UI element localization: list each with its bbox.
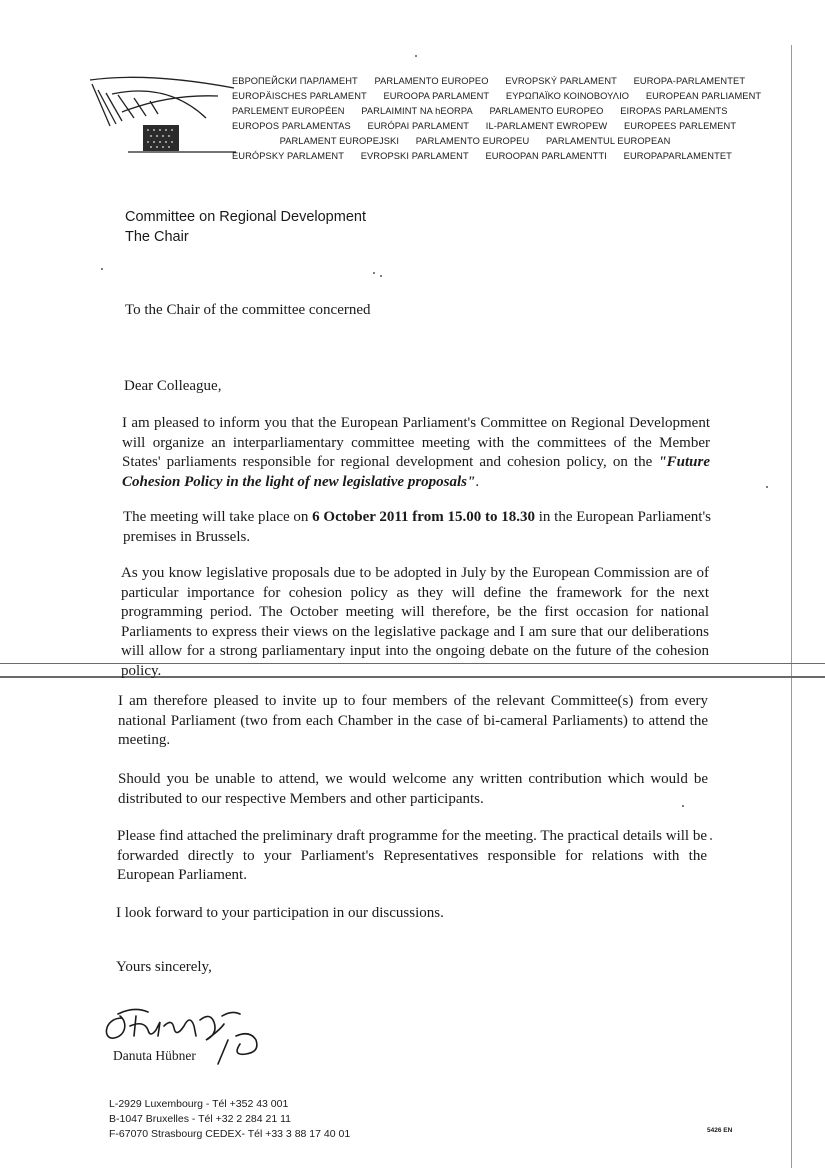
scan-speck xyxy=(766,486,768,488)
scan-speck xyxy=(101,268,103,270)
address-luxembourg: L-2929 Luxembourg - Tél +352 43 001 xyxy=(109,1098,289,1110)
parliament-names-row xyxy=(225,149,732,164)
parliament-name: PARLAMENTO EUROPEO xyxy=(374,76,489,86)
parliament-name: EUROPÄISCHES PARLAMENT xyxy=(232,91,367,101)
closing: Yours sincerely, xyxy=(116,959,212,975)
page-edge xyxy=(791,45,792,1168)
body-text: in the European Parliament's premises in Brussels. xyxy=(123,509,711,545)
scan-speck xyxy=(415,55,417,57)
parliament-name: EVROPSKÝ PARLAMENT xyxy=(505,76,617,86)
body-paragraph-3: As you know legislative proposals due to be adopted in July by the European Commission are of particular importance for cohesion policy as they will define the framework for the next programming period. The October meeting will therefore, be the first occasion for national Parliaments to express their views on the legislative package and I am sure that our deliberations will allow for a strong parliamentary input into the ongoing debate on the future of the cohesion policy. xyxy=(121,565,709,679)
scan-speck xyxy=(682,805,684,807)
body-paragraph-6: Please find attached the preliminary draft programme for the meeting. The practical details will be forwarded directly to your Parliament's Representatives responsible for relations with the European Parliament. xyxy=(117,828,707,883)
body-text: I am pleased to inform you that the European Parliament's Committee on Regional Development will organize an interparliamentary committee meeting with the committees of the Member States' parliaments responsible for regional development and cohesion policy, on the xyxy=(122,415,710,470)
body-paragraph-2 xyxy=(123,508,711,547)
body-paragraph-5: Should you be unable to attend, we would welcome any written contribution which would be distributed to our respective Members and other participants. xyxy=(118,771,708,807)
parliament-name: EURÓPAI PARLAMENT xyxy=(367,121,470,131)
salutation: Dear Colleague, xyxy=(124,378,222,394)
meeting-date: 6 October 2011 from 15.00 to 18.30 xyxy=(312,509,535,525)
parliament-name: EUROPAPARLAMENTET xyxy=(623,151,732,161)
scan-speck xyxy=(710,838,712,840)
parliament-name: PARLAIMINT NA hEORPA xyxy=(361,106,473,116)
scan-speck xyxy=(380,275,382,277)
parliament-name: PARLAMENT EUROPEJSKI xyxy=(279,136,400,146)
parliament-name: ΕΥΡΩΠΑΪΚΟ ΚΟΙΝΟΒΟΥΛΙΟ xyxy=(505,91,630,101)
document-reference: 5426 EN xyxy=(707,1127,733,1134)
parliament-name: EVROPSKI PARLAMENT xyxy=(360,151,469,161)
sender-block xyxy=(125,207,366,247)
address-footer xyxy=(109,1097,350,1142)
parliament-names-row xyxy=(225,119,737,134)
scan-speck xyxy=(373,272,375,274)
parliament-name: EUROPA-PARLAMENTET xyxy=(633,76,746,86)
sender-role: The Chair xyxy=(125,229,189,245)
body-text: . xyxy=(475,473,480,490)
address-strasbourg: F-67070 Strasbourg CEDEX- Tél +33 3 88 17 40 01 xyxy=(109,1128,351,1140)
body-paragraph-1 xyxy=(122,414,710,492)
parliament-name: EUROOPA PARLAMENT xyxy=(383,91,490,101)
address-brussels: B-1047 Bruxelles - Tél +32 2 284 21 11 xyxy=(109,1113,292,1125)
parliament-name: PARLEMENT EUROPÉEN xyxy=(232,106,345,116)
recipient-line: To the Chair of the committee concerned xyxy=(125,302,371,318)
parliament-names xyxy=(225,74,762,164)
parliament-names-row xyxy=(225,74,746,89)
parliament-name: EUROPOS PARLAMENTAS xyxy=(232,121,351,131)
parliament-name: IL-PARLAMENT EWROPEW xyxy=(485,121,608,131)
parliament-name: ЕВРОПЕЙСКИ ПАРЛАМЕНТ xyxy=(232,76,358,86)
body-paragraph-7: I look forward to your participation in our discussions. xyxy=(116,905,444,921)
parliament-names-row xyxy=(225,104,728,119)
sender-committee: Committee on Regional Development xyxy=(125,209,366,225)
european-parliament-logo-icon xyxy=(88,68,238,168)
parliament-names-row xyxy=(225,134,725,149)
parliament-name: EUROOPAN PARLAMENTTI xyxy=(485,151,607,161)
parliament-name: PARLAMENTO EUROPEU xyxy=(415,136,530,146)
signer-name: Danuta Hübner xyxy=(113,1048,196,1063)
body-paragraph-4: I am therefore pleased to invite up to four members of the relevant Committee(s) from every national Parliament (two from each Chamber in the case of bi-cameral Parliaments) to attend the meeting. xyxy=(118,693,708,748)
meeting-title: "Future Cohesion Policy in the light of new legislative proposals" xyxy=(122,454,710,490)
body-text: The meeting will take place on xyxy=(123,509,313,525)
parliament-name: EURÓPSKY PARLAMENT xyxy=(232,151,345,161)
parliament-name: EUROPEES PARLEMENT xyxy=(623,121,737,131)
parliament-name: EIROPAS PARLAMENTS xyxy=(620,106,728,116)
parliament-names-row xyxy=(225,89,762,104)
parliament-name: PARLAMENTO EUROPEO xyxy=(489,106,604,116)
parliament-name: PARLAMENTUL EUROPEAN xyxy=(545,136,671,146)
parliament-name: EUROPEAN PARLIAMENT xyxy=(645,91,762,101)
